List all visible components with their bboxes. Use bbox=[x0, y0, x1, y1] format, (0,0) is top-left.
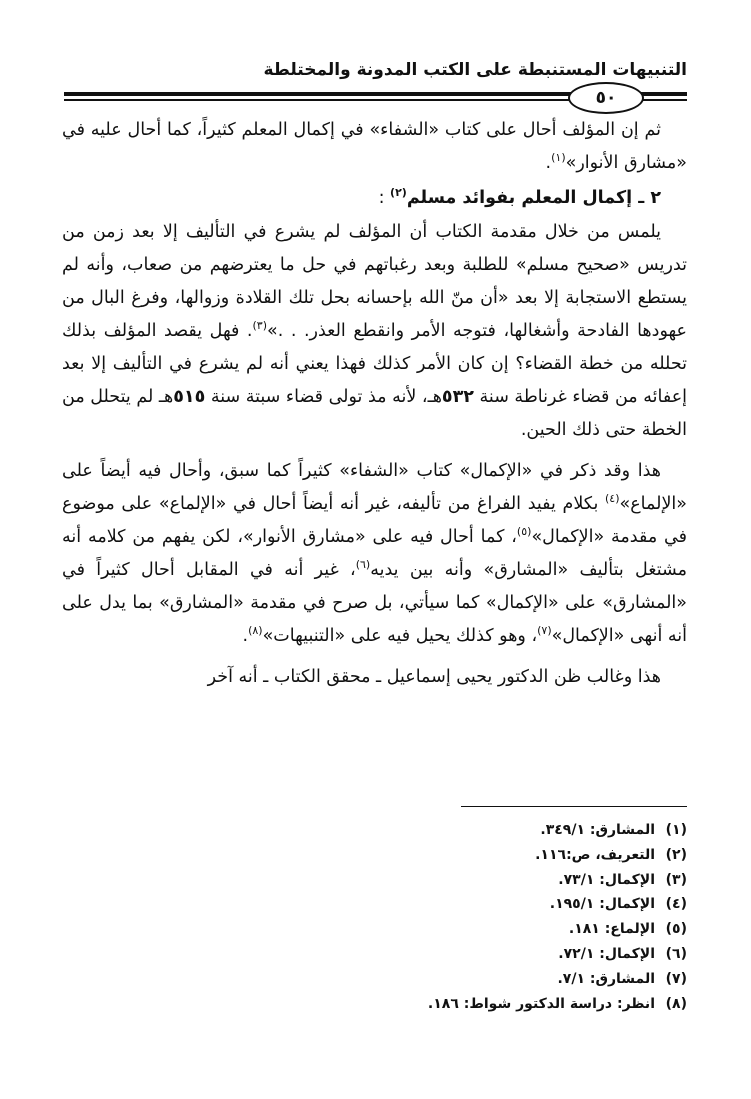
footnote-text: الإلماع: ١٨١. bbox=[568, 921, 655, 938]
year-515: ٥١٥ bbox=[173, 387, 206, 407]
paragraph-1 bbox=[62, 114, 687, 180]
paragraph-3-text-2: بكلام يفيد الفراغ من تأليفه، غير أنه أيضاً أحال في «الإلماع» على موضوع في مقدمة «الإكمال» bbox=[62, 494, 688, 547]
footnote-ref-5: (٥) bbox=[516, 525, 532, 538]
footnote-text: التعريف، ص:١١٦. bbox=[535, 846, 655, 863]
footnote-number: (١) bbox=[665, 822, 687, 838]
paragraph-4: هذا وغالب ظن الدكتور يحيى إسماعيل ـ محقق الكتاب ـ أنه آخر bbox=[207, 667, 661, 687]
footnote-number: (٢) bbox=[665, 846, 687, 863]
footnote-number: (٦) bbox=[665, 945, 687, 962]
paragraph-2-text-3: هـ لم يتحلل من الخطة حتى ذلك الحين. bbox=[62, 387, 687, 440]
paragraph-3-text-4: ، غير أنه في المقابل أحال كثيراً في «المشارق» على «الإكمال» كما سيأتي، بل صرح في مقدمة «المشارق» بما يدل على أنه أنهى «الإكمال» bbox=[62, 560, 687, 646]
year-532: ٥٣٢ bbox=[441, 387, 474, 407]
footnote-ref-6: (٦) bbox=[355, 558, 371, 571]
section-title: إكمال المعلم بفوائد مسلم bbox=[406, 188, 633, 208]
footnote-4 bbox=[287, 892, 687, 917]
paragraph-3-text-3: ، كما أحال فيه على «مشارق الأنوار»، لكن يفهم من كلامه أنه مشتغل بتأليف «المشارق» وأنه بين يديه bbox=[62, 527, 687, 580]
footnote-ref-4: (٤) bbox=[605, 492, 620, 505]
footnote-7 bbox=[287, 967, 687, 992]
footnote-6 bbox=[287, 942, 687, 967]
footnote-2 bbox=[287, 843, 687, 868]
footnote-number: (٣) bbox=[665, 871, 687, 888]
footnote-text: الإكمال: ٧٣/١. bbox=[558, 871, 655, 888]
footnote-3 bbox=[287, 868, 687, 893]
footnote-number: (٧) bbox=[665, 970, 687, 987]
running-title: التنبيهات المستنبطة على الكتب المدونة والمختلطة bbox=[263, 60, 687, 80]
footnote-number: (٨) bbox=[665, 995, 687, 1012]
footnote-ref-8: (٨) bbox=[248, 624, 263, 637]
section-heading bbox=[62, 180, 687, 216]
footnote-ref-1: (١) bbox=[551, 151, 566, 164]
footnote-ref-2: (٢) bbox=[390, 186, 407, 199]
footnote-text: الإكمال: ٧٢/١. bbox=[558, 945, 655, 962]
paragraph-2-quote: يلمس من خلال مقدمة الكتاب أن المؤلف لم يشرع في التأليف إلا بعد زمن من تدريس «صحيح مسلم» للطلبة وبعد رغباتهم في حل ما يعترضهم من صعاب، وأنه لم يستطع الاستجابة إلا بعد «أن منّ الله بإحسانه بحل تلك القلادة وزوالها، وفرغ البال من عهودها الفادحة وأشغالها، فتوجه الأمر وانقطع العذر. . .» bbox=[62, 222, 687, 341]
main-text bbox=[62, 114, 687, 694]
footnote-separator bbox=[461, 806, 687, 807]
footnote-number: (٤) bbox=[665, 896, 687, 913]
paragraph-2-text: . فهل يقصد المؤلف بذلك تحلله من خطة القضاء؟ إن كان الأمر كذلك فهذا يعني أنه لم يشرع في التأليف إلا بعد إعفائه من قضاء غرناطة سنة bbox=[62, 321, 687, 407]
paragraph-3 bbox=[62, 455, 687, 653]
section-colon: : bbox=[378, 188, 391, 208]
footnote-1 bbox=[287, 818, 687, 843]
footnote-text: انظر: دراسة الدكتور شواط: ١٨٦. bbox=[427, 995, 655, 1012]
footnote-ref-7: (٧) bbox=[537, 624, 552, 637]
footnote-5 bbox=[287, 917, 687, 942]
page-number: ٥٠ bbox=[568, 82, 644, 114]
footnote-text: المشارق: ٧/١. bbox=[557, 970, 655, 987]
paragraph-2 bbox=[62, 216, 687, 447]
footnote-ref-3: (٣) bbox=[252, 319, 268, 332]
footnote-text: الإكمال: ١٩٥/١. bbox=[549, 896, 655, 913]
paragraph-1-text: ثم إن المؤلف أحال على كتاب «الشفاء» في إكمال المعلم كثيراً، كما أحال عليه في «مشارق الأنوار» bbox=[62, 120, 687, 173]
paragraph-3-text-5: ، وهو كذلك يحيل فيه على «التنبيهات» bbox=[262, 626, 538, 646]
footnote-8 bbox=[287, 992, 687, 1017]
footnote-number: (٥) bbox=[665, 921, 687, 938]
footnotes bbox=[287, 818, 687, 1016]
paragraph-1-end: . bbox=[545, 153, 552, 173]
paragraph-2-text-2: هـ، لأنه مذ تولى قضاء سبتة سنة bbox=[205, 387, 442, 407]
paragraph-3-end: . bbox=[242, 626, 249, 646]
section-number: ٢ ـ bbox=[632, 188, 661, 208]
footnote-text: المشارق: ٣٤٩/١. bbox=[540, 822, 655, 838]
paragraph-3-text-1: هذا وقد ذكر في «الإكمال» كتاب «الشفاء» كثيراً كما سبق، وأحال فيه أيضاً على «الإلماع» bbox=[62, 461, 687, 514]
